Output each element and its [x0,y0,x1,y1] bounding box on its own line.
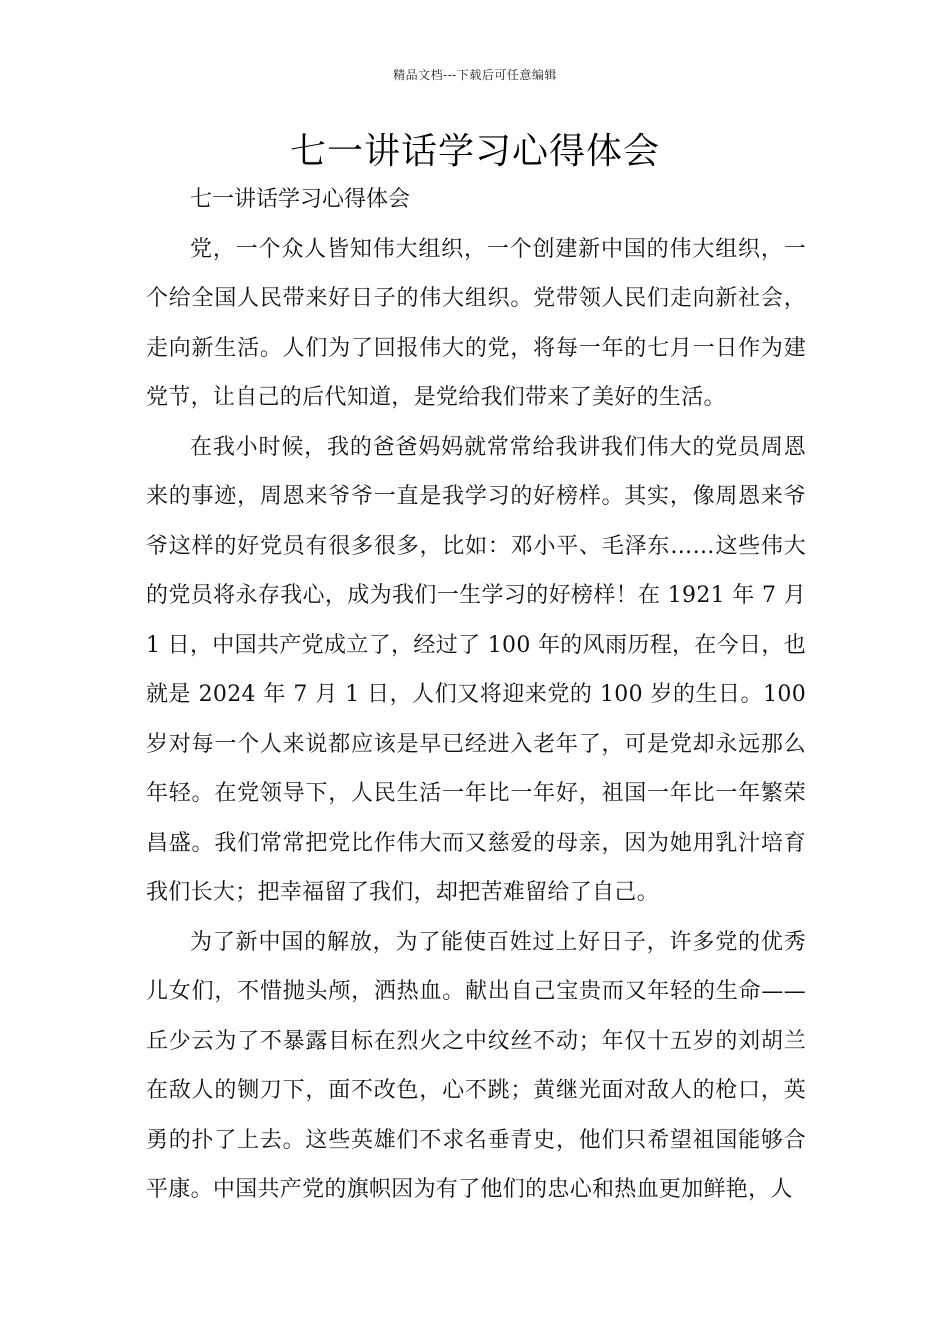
paragraph-1: 党，一个众人皆知伟大组织，一个创建新中国的伟大组织，一个给全国人民带来好日子的伟大组织。党带领人民们走向新社会，走向新生活。人们为了回报伟大的党，将每一年的七月一日作为建党节，让自己的后代知道，是党给我们带来了美好的生活。 [146,236,806,410]
paragraph-3: 为了新中国的解放，为了能使百姓过上好日子，许多党的优秀儿女们，不惜抛头颅，洒热血。献出自己宝贵而又年轻的生命——丘少云为了不暴露目标在烈火之中纹丝不动；年仅十五岁的刘胡兰在敌人的铡刀下，面不改色，心不跳；黄继光面对敌人的枪口，英勇的扑了上去。这些英雄们不求名垂青史，他们只希望祖国能够合平康。中国共产党的旗帜因为有了他们的忠心和热血更加鲜艳，人 [146,929,806,1202]
document-body [146,175,806,1215]
document-title: 七一讲话学习心得体会 [289,131,660,172]
document-subtitle: 七一讲话学习心得体会 [190,187,411,212]
paragraph-2: 在我小时候，我的爸爸妈妈就常常给我讲我们伟大的党员周恩来的事迹，周恩来爷爷一直是我学习的好榜样。其实，像周恩来爷爷这样的好党员有很多很多，比如：邓小平、毛泽东……这些伟大的党员将永存我心，成为我们一生学习的好榜样！在 1921 年 7 月 1 日，中国共产党成立了，经过了 100 年的风雨历程，在今日，也就是 2024 年 7 月 1 日，人们又将迎来党的 100 岁的生日。100 岁对每一个人来说都应该是早已经进入老年了，可是党却永远那么年轻。在党领导下，人民生活一年比一年好，祖国一年比一年繁荣昌盛。我们常常把党比作伟大而又慈爱的母亲，因为她用乳汁培育我们长大；把幸福留了我们，却把苦难留给了自己。 [146,434,806,905]
page-header-note: 精品文档---下载后可任意编辑 [393,68,557,82]
